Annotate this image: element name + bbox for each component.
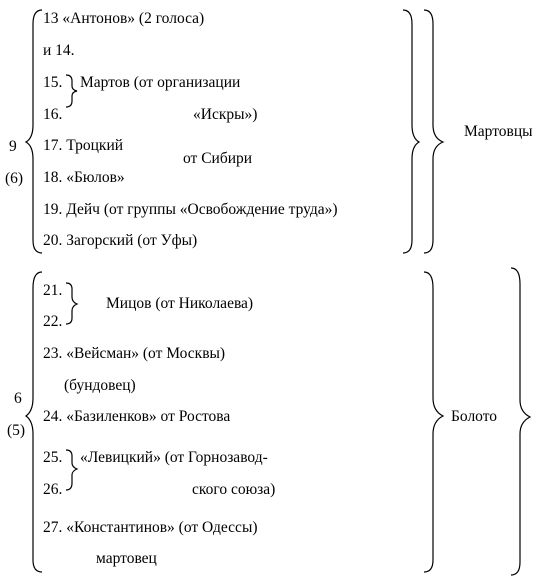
row-23: 23. «Вейсман» (от Москвы)	[43, 345, 226, 362]
row-20: 20. Загорский (от Уфы)	[43, 232, 198, 249]
row-siberia: от Сибири	[183, 150, 253, 167]
brace-15-16	[66, 75, 77, 107]
row-16-number: 16.	[43, 106, 63, 123]
row-martovets: мартовец	[96, 550, 157, 567]
row-13: 13 «Антонов» (2 голоса)	[43, 10, 205, 27]
brace-21-22	[66, 283, 77, 324]
row-martov-name: Мартов (от организации	[80, 74, 241, 91]
row-24: 24. «Базиленков» от Ростова	[43, 408, 231, 425]
group1-right-brace-outer	[424, 10, 443, 253]
group1-right-brace-inner	[403, 10, 419, 253]
row-25-number: 25.	[43, 449, 63, 466]
row-15-number: 15.	[43, 74, 63, 91]
row-bund: (бундовец)	[64, 377, 136, 394]
row-martov-org: «Искры»)	[193, 106, 258, 123]
group2-label: Болото	[451, 408, 498, 425]
brace-25-26	[66, 450, 77, 490]
row-22-number: 22.	[43, 313, 63, 330]
group1-left-brace	[26, 10, 42, 253]
row-19: 19. Дейч (от группы «Освобождение труда»)	[43, 201, 338, 218]
row-21-number: 21.	[43, 282, 63, 299]
row-18: 18. «Бюлов»	[43, 169, 125, 186]
group2-right-brace-inner	[424, 272, 443, 572]
row-27: 27. «Константинов» (от Одессы)	[43, 519, 258, 536]
row-mitsov: Мицов (от Николаева)	[106, 295, 254, 312]
group1-label: Мартовцы	[464, 123, 533, 140]
group2-count: 6	[14, 390, 22, 407]
group1-count: 9	[9, 138, 17, 155]
row-17: 17. Троцкий	[43, 137, 124, 154]
group2-count-paren: (5)	[7, 422, 26, 439]
group2-right-brace-outer	[511, 268, 530, 575]
row-levitsky-org: ского союза)	[192, 481, 276, 498]
row-26-number: 26.	[43, 481, 63, 498]
group1-count-paren: (6)	[5, 170, 24, 187]
group2-left-brace	[26, 272, 42, 572]
row-14: и 14.	[43, 42, 75, 59]
row-levitsky-name: «Левицкий» (от Горнозавод-	[80, 449, 268, 466]
